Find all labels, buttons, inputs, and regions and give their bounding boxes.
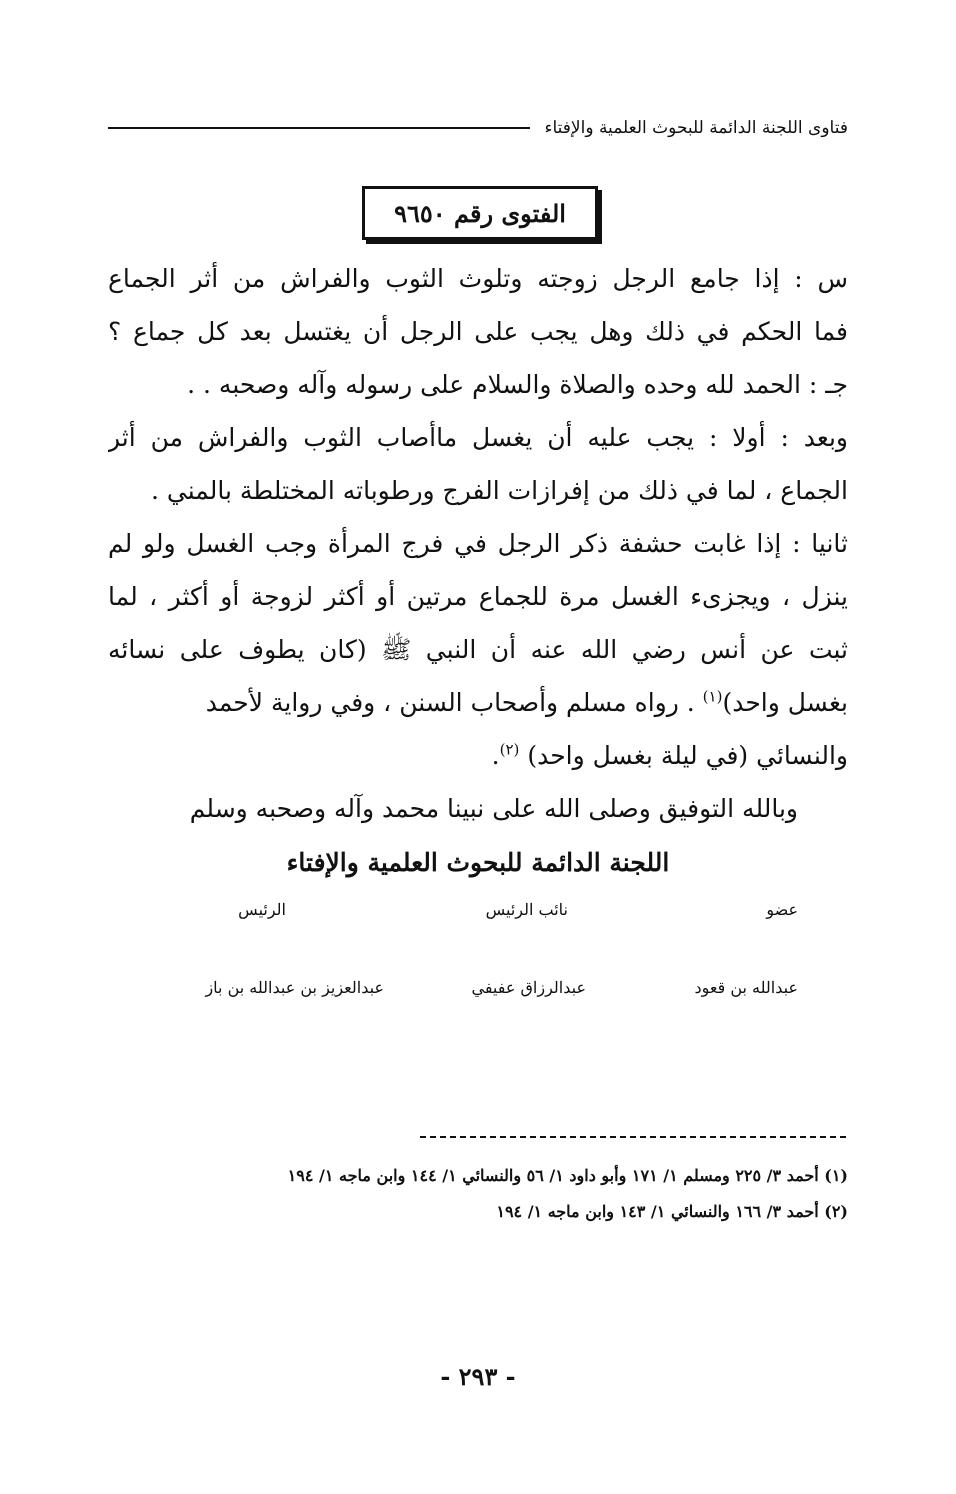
footnote-ref-2: (٢) (499, 740, 520, 759)
committee-name: اللجنة الدائمة للبحوث العلمية والإفتاء (286, 848, 670, 877)
fatwa-number-title: الفتوى رقم ٩٦٥٠ (394, 198, 566, 228)
body-line-answer-5: ينزل ، ويجزىء الغسل مرة للجماع مرتين أو أكثر لزوجة أو أكثر ، لما (108, 582, 848, 611)
body-line-answer-3: الجماع ، لما في ذلك من إفرازات الفرج ورطوباته المختلطة بالمني . (151, 476, 848, 505)
signature-titles (0, 900, 956, 930)
fatwa-body (108, 252, 848, 835)
body-line-answer-4: ثانيا : إذا غابت حشفة ذكر الرجل في فرج المرأة وجب الغسل ولو لم (108, 529, 848, 558)
running-header (108, 112, 848, 144)
name-member: عبدالله بن قعود (694, 978, 798, 997)
body-line-question-1: س : إذا جامع الرجل زوجته وتلوث الثوب والفراش من أثر الجماع (108, 264, 848, 293)
footnote-separator (420, 1136, 846, 1138)
header-rule (108, 127, 530, 129)
body-line-answer-7-a: بغسل واحد) (722, 688, 848, 717)
title-member: عضو (766, 900, 798, 919)
running-header-title: فتاوى اللجنة الدائمة للبحوث العلمية والإفتاء (544, 118, 848, 138)
body-line-question-2: فما الحكم في ذلك وهل يجب على الرجل أن يغتسل بعد كل جماع ؟ (108, 317, 848, 346)
footnotes (108, 1158, 848, 1230)
footnote-1: (١) أحمد ٣/ ٢٢٥ ومسلم ١/ ١٧١ وأبو داود ١/ ٥٦ والنسائي ١/ ١٤٤ وابن ماجه ١/ ١٩٤ (287, 1166, 848, 1185)
title-vice-president: نائب الرئيس (485, 900, 568, 919)
body-line-answer-2: وبعد : أولا : يجب عليه أن يغسل ماأصاب الثوب والفراش من أثر (108, 423, 848, 452)
body-line-answer-8-a: والنسائي (في ليلة بغسل واحد) (527, 741, 848, 770)
body-line-answer-6: ثبت عن أنس رضي الله عنه أن النبي ﷺ (كان يطوف على نسائه (108, 635, 848, 664)
closing-line: وبالله التوفيق وصلى الله على نبينا محمد وآله وصحبه وسلم (189, 794, 798, 823)
footnote-ref-1: (١) (702, 687, 723, 706)
body-line-answer-7-b: . رواه مسلم وأصحاب السنن ، وفي رواية لأحمد (205, 688, 695, 717)
signature-names (0, 978, 956, 1008)
body-line-answer-1: جـ : الحمد لله وحده والصلاة والسلام على رسوله وآله وصحبه . . (187, 370, 848, 399)
body-line-answer-7 (108, 676, 848, 729)
body-line-answer-8 (108, 729, 848, 782)
name-vice-president: عبدالرزاق عفيفي (471, 978, 586, 997)
body-line-answer-8-end: . (491, 741, 500, 770)
name-president: عبدالعزيز بن عبدالله بن باز (205, 978, 384, 997)
footnote-2: (٢) أحمد ٣/ ١٦٦ والنسائي ١/ ١٤٣ وابن ماجه ١/ ١٩٤ (496, 1202, 848, 1221)
page-number: - ٢٩٣ - (440, 1362, 516, 1391)
fatwa-number-box (362, 186, 598, 240)
title-president: الرئيس (238, 900, 286, 919)
